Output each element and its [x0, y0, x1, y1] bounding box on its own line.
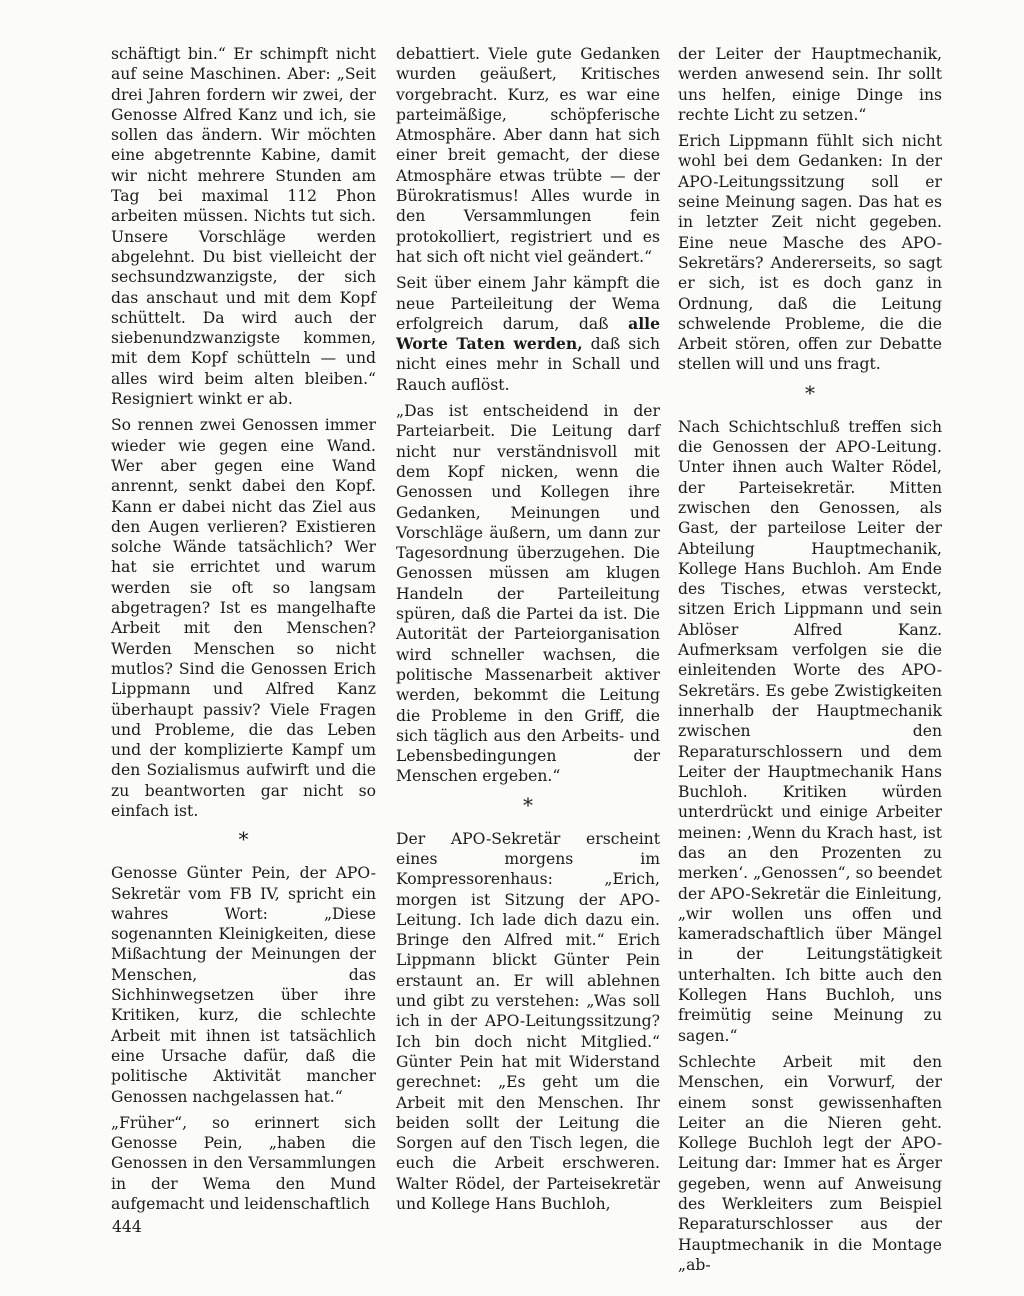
- section-divider-star: *: [238, 827, 249, 852]
- paragraph: Schlechte Arbeit mit den Menschen, ein Vorwurf, der einem sonst gewissenhaften Leiter an die Nieren geht. Kollege Buchloh legt der APO-Leitung dar: Immer hat es Ärger gegeben, wenn auf Anweisung des Werkleiters zum Beispiel Reparaturschlosser aus der Hauptmechanik in die Montage „ab-: [678, 1052, 942, 1274]
- paragraph: Der APO-Sekretär erscheint eines morgens im Kompressorenhaus: „Erich, morgen ist Sitzung der APO-Leitung. Ich lade dich dazu ein. Bringe den Alfred mit.“ Erich Lippmann blickt Günter Pein erstaunt an. Er will ablehnen und gibt zu verstehen: „Was soll ich in der APO-Leitungssitzung? Ich bin doch nicht Mitglied.“ Günter Pein hat mit Widerstand gerechnet: „Es geht um die Arbeit mit den Menschen. Ihr beiden sollt der Leitung die Sorgen auf den Tisch legen, die euch die Arbeit erschweren. Walter Rödel, der Parteisekretär und Kollege Hans Buchloh,: [396, 829, 660, 1214]
- paragraph: So rennen zwei Genossen immer wieder wie gegen eine Wand. Wer aber gegen eine Wand anrennt, senkt dabei den Kopf. Kann er dabei nicht das Ziel aus den Augen verlieren? Existieren solche Wände tatsächlich? Wer hat sie errichtet und warum werden sie oft so langsam abgetragen? Ist es mangelhafte Arbeit mit den Menschen? Werden Menschen so nicht mutlos? Sind die Genossen Erich Lippmann und Alfred Kanz überhaupt passiv? Viele Fragen und Probleme, die das Leben und der komplizierte Kampf um den Sozialismus aufwirft und die zu beantworten gar nicht so einfach ist.: [111, 416, 376, 820]
- paragraph: schäftigt bin.“ Er schimpft nicht auf seine Maschinen. Aber: „Seit drei Jahren fordern wir zwei, der Genosse Alfred Kanz und ich, sie sollen das ändern. Wir möchten eine abgetrennte Kabine, damit wir nicht mehrere Stunden am Tag bei maximal 112 Phon arbeiten müssen. Nichts tut sich. Unsere Vorschläge werden abgelehnt. Du bist vielleicht der sechsundzwanzigste, der sich das anschaut und mit dem Kopf schüttelt. Da wird auch der siebenundzwanzigste kommen, mit dem Kopf schütteln — und alles wird beim alten bleiben.“ Resigniert winkt er ab.: [111, 45, 376, 409]
- text-run: daß sich nicht eines mehr in Schall und Rauch auflöst.: [396, 335, 661, 394]
- column-2: [396, 44, 660, 1220]
- text-run: Seit über einem Jahr kämpft die neue Parteileitung der Wema erfolgreich darum, daß: [396, 274, 660, 333]
- section-divider-star: *: [805, 380, 815, 405]
- paragraph: Genosse Günter Pein, der APO-Sekretär vom FB IV, spricht ein wahres Wort: „Diese sogenannten Kleinigkeiten, diese Mißachtung der Meinungen der Menschen, das Sichhinwegsetzen über ihre Kritiken, kurz, die schlechte Arbeit mit ihnen ist tatsächlich eine Ursache dafür, daß die politische Aktivität mancher Genossen nachgelassen hat.“: [111, 864, 376, 1106]
- column-1: [111, 44, 376, 1220]
- paragraph: Nach Schichtschluß treffen sich die Genossen der APO-Leitung. Unter ihnen auch Walter Rödel, der Parteisekretär. Mitten zwischen den Genossen, als Gast, der parteilose Leiter der Abteilung Hauptmechanik, Kollege Hans Buchloh. Am Ende des Tisches, etwas versteckt, sitzen Erich Lippmann und sein Ablöser Alfred Kanz. Aufmerksam verfolgen sie die einleitenden Worte des APO-Sekretärs. Es gebe Zwistigkeiten innerhalb der Hauptmechanik zwischen den Reparaturschlossern und dem Leiter der Hauptmechanik Hans Buchloh. Kritiken würden unterdrückt und einige Arbeiter meinen: ‚Wenn du Krach hast, ist das an den Prozenten zu merken‘. „Genossen“, so beendet der APO-Sekretär die Einleitung, „wir wollen uns offen und kameradschaftlich über Mängel in der Leitungstätigkeit unterhalten. Ich bitte auch den Kollegen Hans Buchloh, uns freimütig seine Meinung zu sagen.“: [678, 417, 942, 1045]
- section-divider-star: *: [523, 792, 533, 817]
- emphasis-bold: alle Worte Taten werden,: [396, 313, 660, 354]
- column-3: [678, 44, 942, 1281]
- paragraph: der Leiter der Hauptmechanik, werden anwesend sein. Ihr sollt uns helfen, einige Dinge ins rechte Licht zu setzen.“: [678, 45, 942, 124]
- paragraph: „Früher“, so erinnert sich Genosse Pein, „haben die Genossen in den Versammlungen in der Wema den Mund aufgemacht und leidenschaftlich: [111, 1113, 376, 1214]
- paragraph: debattiert. Viele gute Gedanken wurden geäußert, Kritisches vorgebracht. Kurz, es war eine parteimäßige, schöpferische Atmosphäre. Aber dann hat sich einer breit gemacht, der diese Atmosphäre etwas trübte — der Bürokratismus! Alles wurde in den Versammlungen fein protokolliert, registriert und es hat sich oft nicht viel geändert.“: [396, 45, 660, 266]
- paragraph: Erich Lippmann fühlt sich nicht wohl bei dem Gedanken: In der APO-Leitungssitzung soll er seine Meinung sagen. Das hat es in letzter Zeit nicht gegeben. Eine neue Masche des APO-Sekretärs? Andererseits, so sagt er sich, ist es doch ganz in Ordnung, daß die Leitung schwelende Probleme, die die Arbeit stören, offen zur Debatte stellen will und uns fragt.: [678, 132, 942, 374]
- page-number: 444: [112, 1218, 142, 1236]
- paragraph: [396, 273, 660, 395]
- paragraph: „Das ist entscheidend in der Parteiarbeit. Die Leitung darf nicht nur verständnisvoll mit dem Kopf nicken, wenn die Genossen und Kollegen ihre Gedanken, Meinungen und Vorschläge äußern, um dann zur Tagesordnung überzugehen. Die Genossen müssen am klugen Handeln der Parteileitung spüren, daß die Partei da ist. Die Autorität der Parteiorganisation wird schneller wachsen, die politische Massenarbeit aktiver werden, bekommt die Leitung die Probleme in den Griff, die sich täglich aus den Arbeits- und Lebensbedingungen der Menschen ergeben.“: [396, 402, 660, 786]
